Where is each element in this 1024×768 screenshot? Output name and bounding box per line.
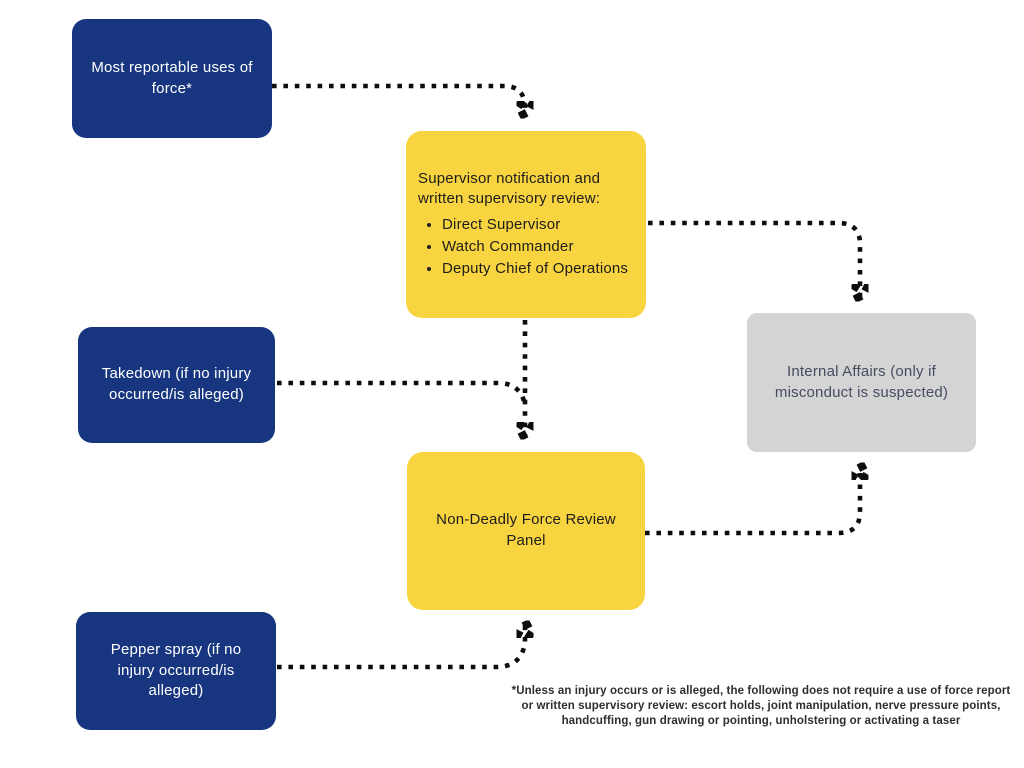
node-most-reportable-uses-label: Most reportable uses of force* xyxy=(91,58,253,97)
node-pepper-spray xyxy=(76,612,276,730)
footnote-text: *Unless an injury occurs or is alleged, the following does not require a use of force report or written supervisory review: escort holds, joint manipulation, nerve pressure points, handcuffing, gun drawing or pointing, unholstering or activating a taser xyxy=(511,685,1011,728)
node-most-reportable-uses xyxy=(72,19,272,138)
node-non-deadly-force-review-panel xyxy=(407,452,645,610)
node-takedown xyxy=(78,327,275,443)
arrow-panel-to-internal-affairs xyxy=(645,466,860,533)
node-internal-affairs xyxy=(747,313,976,452)
bullet-deputy-chief: • Deputy Chief of Operations xyxy=(442,259,628,280)
supervisor-review-bullet-list xyxy=(418,214,628,280)
arrow-supervisor-to-internal-affairs xyxy=(648,223,860,298)
node-pepper-spray-label: Pepper spray (if no injury occurred/is alleged) xyxy=(110,640,242,700)
node-supervisor-review xyxy=(406,131,646,318)
node-takedown-label: Takedown (if no injury occurred/is alleged) xyxy=(101,365,252,403)
node-non-deadly-force-review-panel-label: Non-Deadly Force Review Panel xyxy=(436,511,616,549)
arrow-most-reportable-to-supervisor xyxy=(272,86,525,115)
arrow-pepper-spray-to-panel xyxy=(277,624,525,667)
node-supervisor-review-heading: Supervisor notification and written supervisory review: xyxy=(418,169,601,208)
bullet-watch-commander: • Watch Commander xyxy=(442,237,628,258)
bullet-direct-supervisor: • Direct Supervisor xyxy=(442,215,628,236)
arrow-takedown-to-panel xyxy=(277,383,524,401)
node-internal-affairs-label: Internal Affairs (only if misconduct is suspected) xyxy=(774,362,949,401)
